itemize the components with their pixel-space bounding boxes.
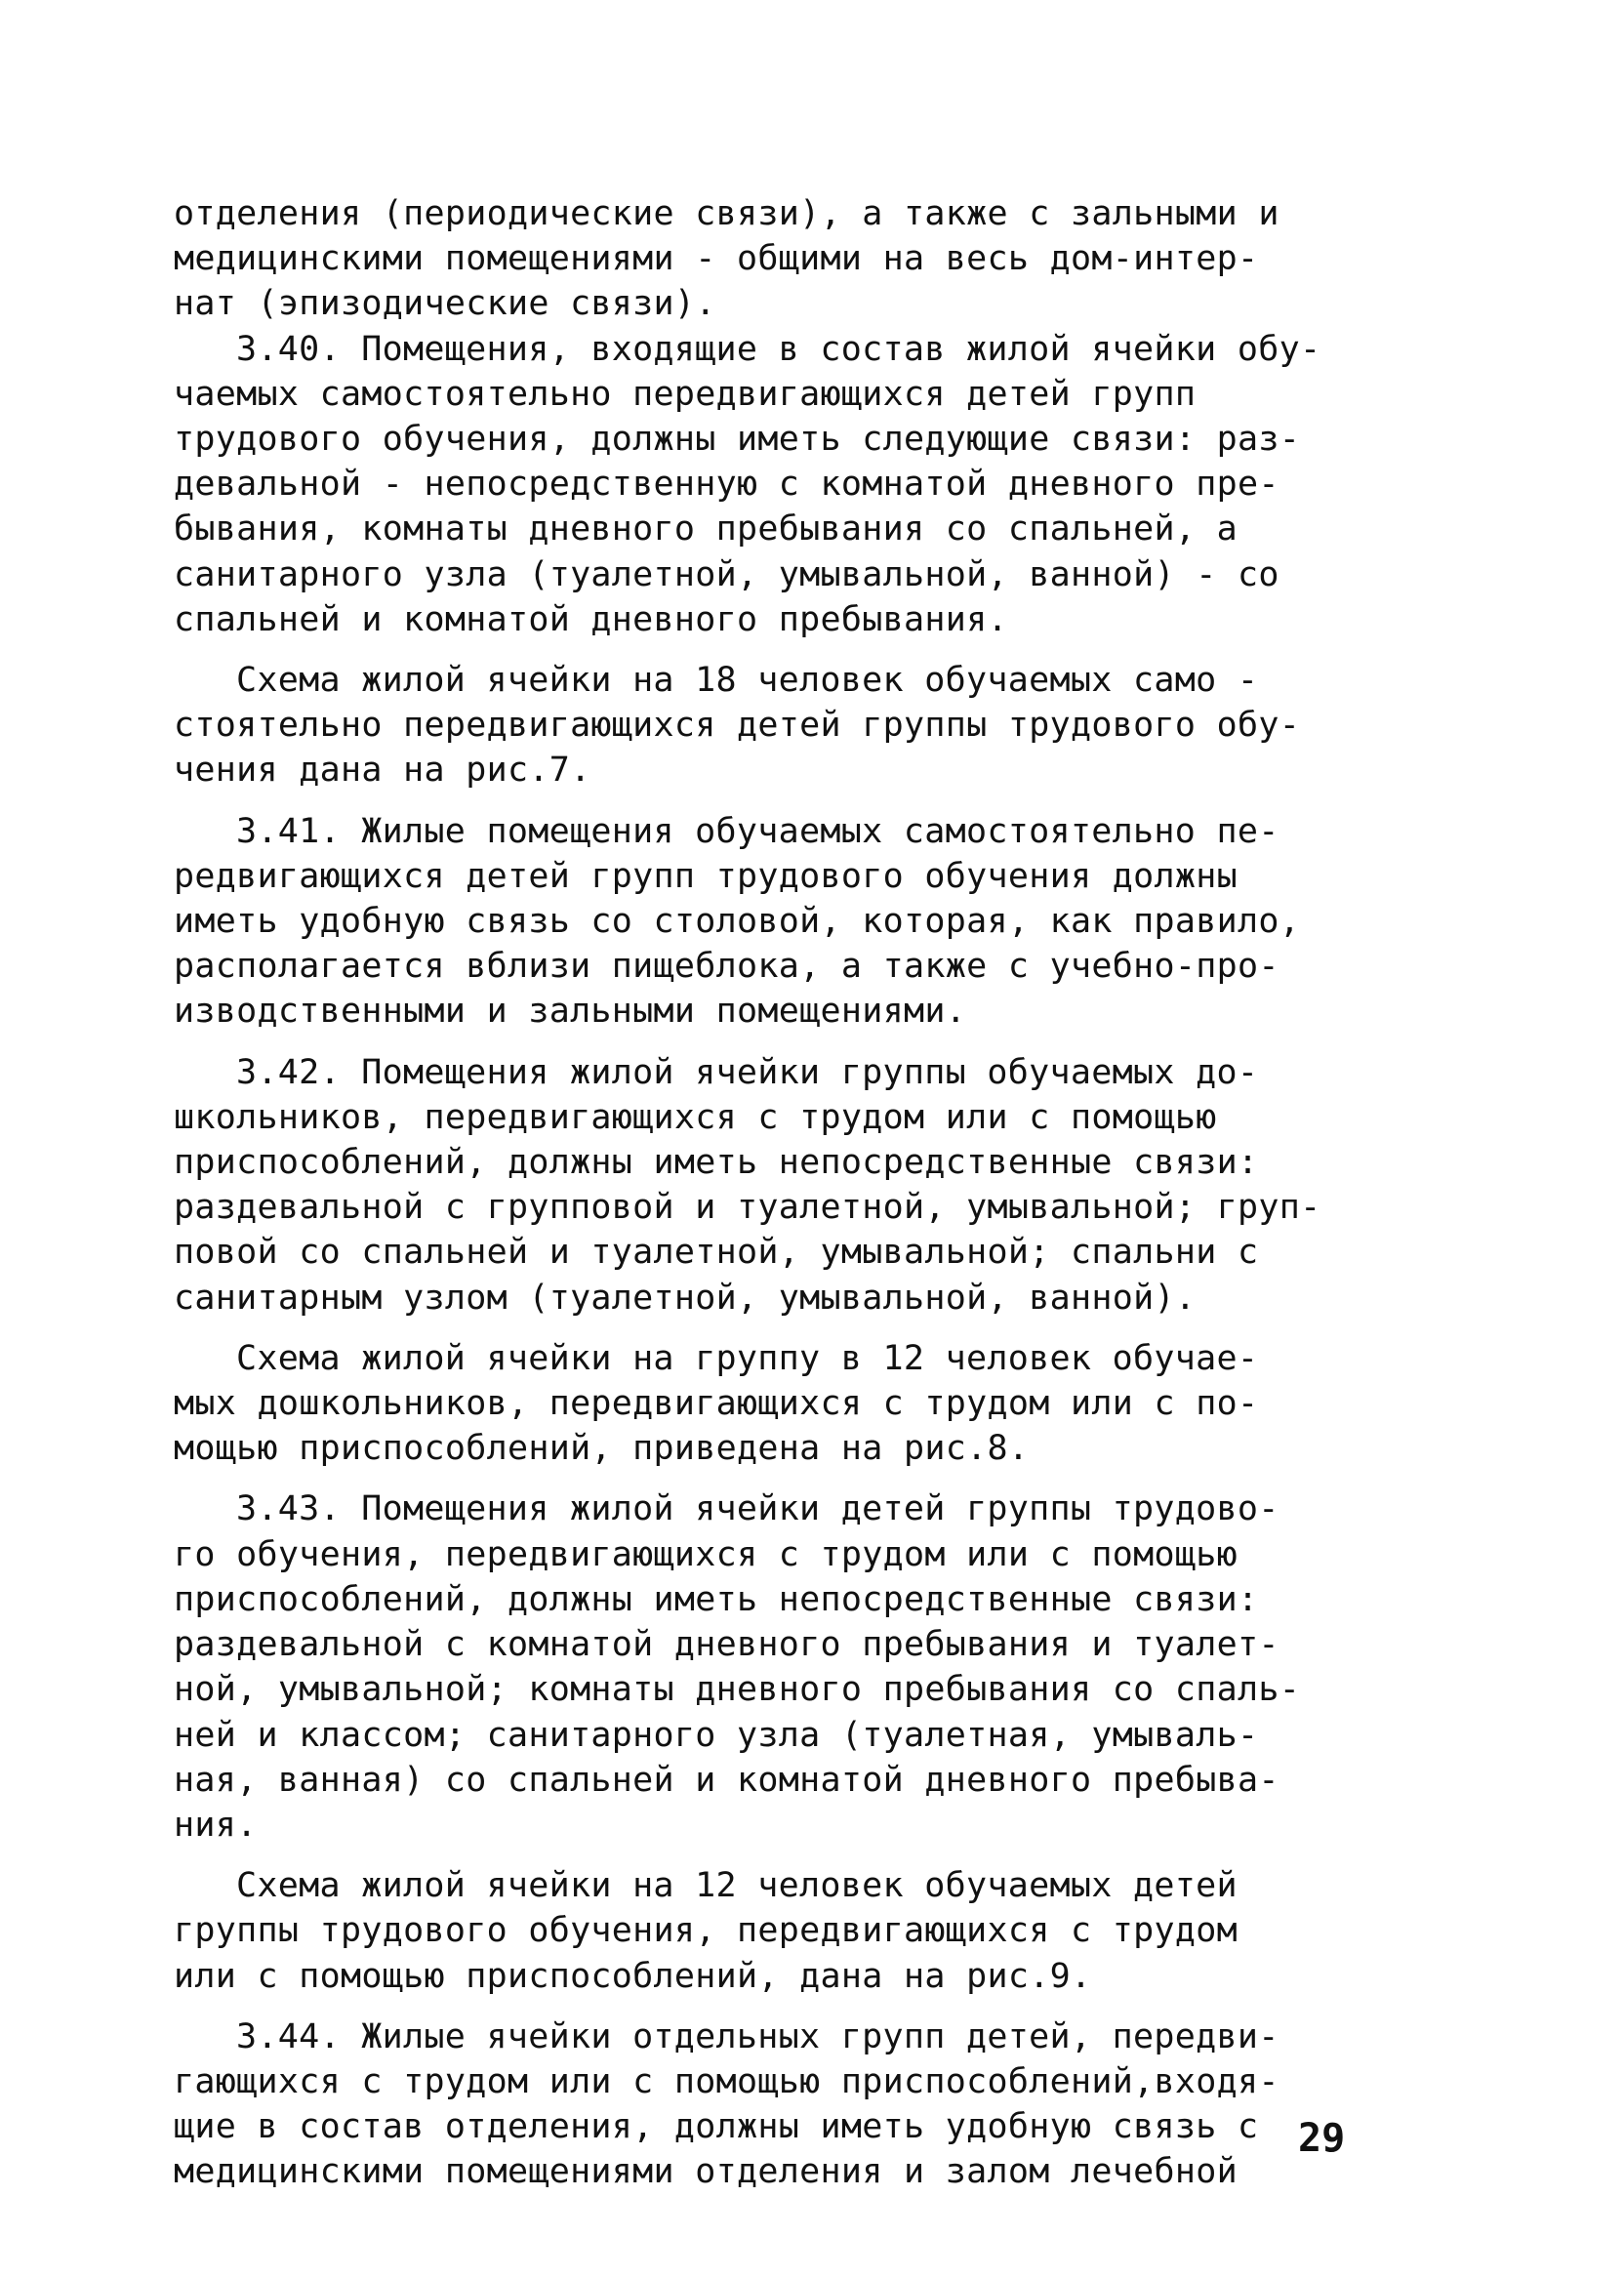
text-line: повой со спальней и туалетной, умывальной; спальни с (174, 1233, 1259, 1273)
text-line: стоятельно передвигающихся детей группы трудового обу- (174, 706, 1301, 746)
text-line: иметь удобную связь со столовой, которая, как правило, (174, 902, 1301, 942)
text-line: мощью приспособлений, приведена на рис.8. (174, 1429, 1030, 1469)
text-line: го обучения, передвигающихся с трудом или с помощью (174, 1534, 1238, 1574)
text-line: ния. (174, 1805, 258, 1845)
text-line: 3.41. Жилые помещения обучаемых самостоятельно пе- (236, 811, 1279, 851)
text-line: 3.42. Помещения жилой ячейки группы обучаемых до- (236, 1052, 1259, 1092)
page-number: 29 (1298, 2116, 1346, 2161)
text-line: располагается вблизи пищеблока, а также с учебно-про- (174, 947, 1279, 987)
text-line: мых дошкольников, передвигающихся с трудом или с по- (174, 1384, 1259, 1424)
text-line: школьников, передвигающихся с трудом или с помощью (174, 1097, 1217, 1137)
text-line: ная, ванная) со спальней и комнатой дневного пребыва- (174, 1760, 1279, 1800)
paragraph-scheme-fig7 (174, 658, 1360, 793)
paragraph-3-41 (174, 809, 1360, 1035)
text-line: ней и классом; санитарного узла (туалетная, умываль- (174, 1715, 1259, 1755)
text-line: Схема жилой ячейки на группу в 12 человек обучае- (236, 1338, 1259, 1378)
text-line: медицинскими помещениями отделения и залом лечебной (174, 2152, 1238, 2192)
paragraph-3-42 (174, 1050, 1360, 1321)
text-line: редвигающихся детей групп трудового обучения должны (174, 856, 1238, 896)
paragraph-3-40 (174, 327, 1360, 642)
text-line: чения дана на рис.7. (174, 751, 591, 791)
text-line: или с помощью приспособлений, дана на рис.9. (174, 1956, 1092, 1996)
text-line: раздевальной с комнатой дневного пребывания и туалет- (174, 1625, 1279, 1665)
text-line: приспособлений, должны иметь непосредственные связи: (174, 1579, 1259, 1619)
body-text (174, 191, 1360, 2195)
text-line: ной, умывальной; комнаты дневного пребывания со спаль- (174, 1670, 1301, 1710)
paragraph-scheme-fig9 (174, 1863, 1360, 1999)
text-line: медицинскими помещениями - общими на весь дом-интер- (174, 239, 1259, 279)
text-line: гающихся с трудом или с помощью приспособлений,входя- (174, 2061, 1279, 2101)
text-line: 3.44. Жилые ячейки отдельных групп детей, передви- (236, 2016, 1279, 2056)
paragraph-3-44 (174, 2014, 1360, 2195)
text-line: девальной - непосредственную с комнатой дневного пре- (174, 465, 1279, 505)
text-line: отделения (периодические связи), а также с зальными и (174, 194, 1279, 233)
text-line: приспособлений, должны иметь непосредственные связи: (174, 1143, 1259, 1183)
text-line: раздевальной с групповой и туалетной, умывальной; груп- (174, 1188, 1321, 1228)
text-line: чаемых самостоятельно передвигающихся детей групп (174, 374, 1197, 414)
text-line: 3.40. Помещения, входящие в состав жилой ячейки обу- (236, 329, 1321, 369)
paragraph-3-43 (174, 1486, 1360, 1848)
text-line: спальней и комнатой дневного пребывания. (174, 599, 1008, 639)
text-line: трудового обучения, должны иметь следующие связи: раз- (174, 420, 1301, 460)
text-line: изводственными и зальными помещениями. (174, 992, 967, 1032)
text-line: бывания, комнаты дневного пребывания со спальней, а (174, 509, 1238, 549)
text-line: группы трудового обучения, передвигающихся с трудом (174, 1911, 1238, 1951)
text-line: нат (эпизодические связи). (174, 284, 716, 324)
text-line: Схема жилой ячейки на 12 человек обучаемых детей (236, 1866, 1238, 1906)
text-line: санитарным узлом (туалетной, умывальной, ванной). (174, 1278, 1197, 1318)
text-line: Схема жилой ячейки на 18 человек обучаемых само - (236, 661, 1259, 701)
text-line: 3.43. Помещения жилой ячейки детей группы трудово- (236, 1489, 1279, 1529)
text-line: щие в состав отделения, должны иметь удобную связь с (174, 2107, 1259, 2147)
paragraph-scheme-fig8 (174, 1336, 1360, 1472)
text-line: санитарного узла (туалетной, умывальной, ванной) - со (174, 554, 1279, 594)
paragraph-continuation (174, 191, 1360, 327)
